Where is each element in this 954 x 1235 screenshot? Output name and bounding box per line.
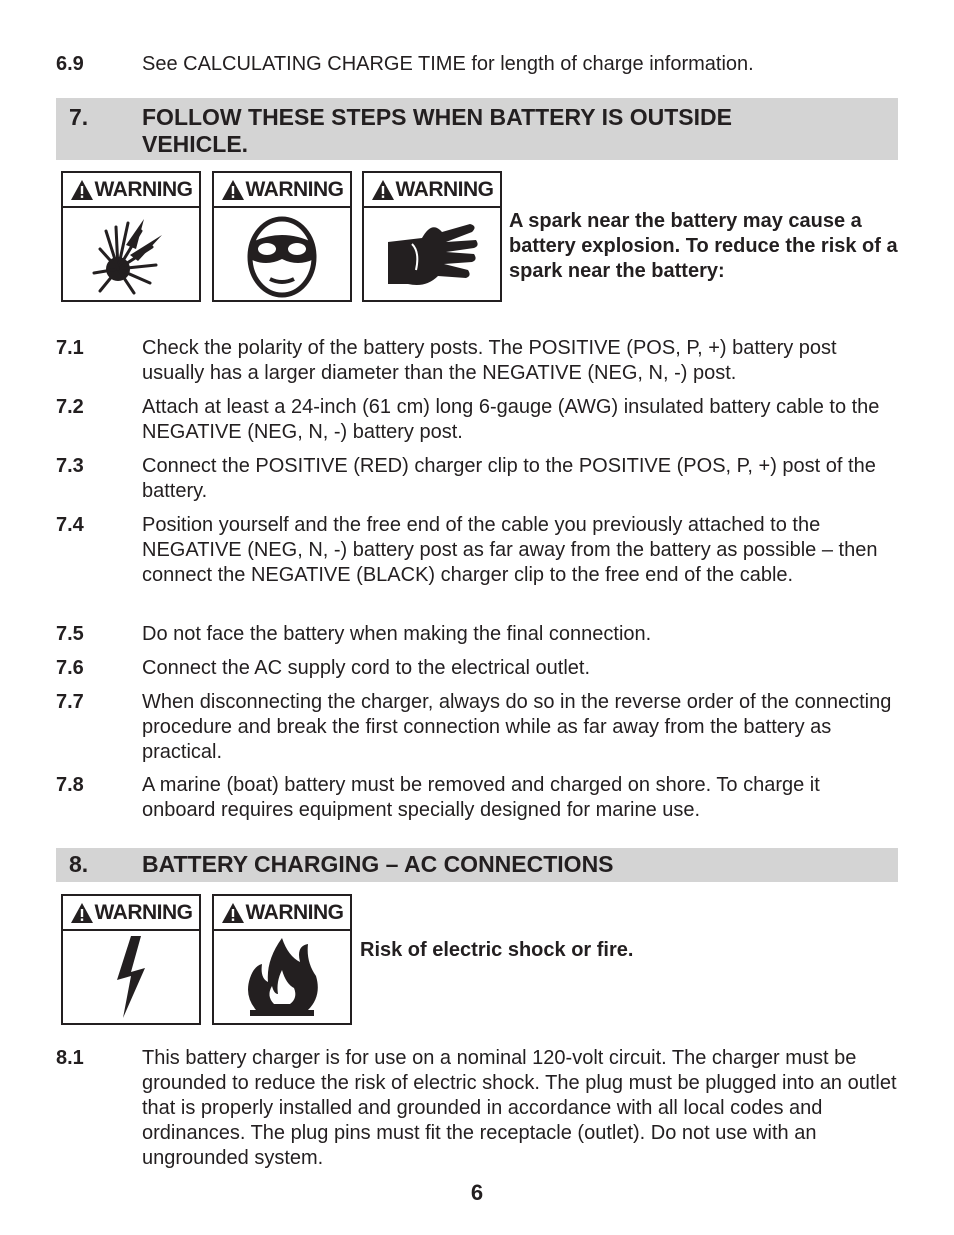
warning-header	[63, 173, 199, 208]
step-7-3	[56, 454, 896, 504]
warning-box-glove	[362, 171, 502, 302]
explosion-icon	[86, 209, 176, 299]
step-text: Connect the POSITIVE (RED) charger clip to the POSITIVE (POS, P, +) post of the battery.	[142, 455, 876, 502]
step-number: 8.1	[56, 1047, 84, 1069]
step-7-2	[56, 395, 896, 445]
section-number: 8.	[69, 851, 89, 877]
step-number: 7.5	[56, 623, 84, 645]
step-text: Position yourself and the free end of the cable you previously attached to the NEGATIVE (NEG, N, -) battery post as far away from the battery as possible – then connect the NEGATIVE (BLACK) charger clip to the free end of the cable.	[142, 514, 878, 586]
step-7-6	[56, 656, 896, 681]
section-7-header	[56, 98, 898, 160]
step-number: 7.1	[56, 337, 84, 359]
warning-text: Risk of electric shock or fire.	[360, 939, 634, 961]
step-7-1	[56, 336, 896, 386]
step-7-8	[56, 773, 896, 823]
glove-icon	[382, 214, 482, 294]
warning-triangle-icon	[221, 179, 245, 201]
warning-label: WARNING	[94, 900, 193, 924]
warning-box-shock	[61, 894, 201, 1025]
step-text: When disconnecting the charger, always do so in the reverse order of the connecting procedure and break the first connection while as far away from the battery as practical.	[142, 691, 892, 763]
section-title: FOLLOW THESE STEPS WHEN BATTERY IS OUTSIDE VEHICLE.	[142, 104, 732, 157]
warning-header	[364, 173, 500, 208]
warning-triangle-icon	[70, 179, 94, 201]
step-number: 7.2	[56, 396, 84, 418]
step-number: 7.8	[56, 774, 84, 796]
step-7-5	[56, 622, 896, 647]
step-number: 7.7	[56, 691, 84, 713]
warning-label: WARNING	[395, 177, 494, 201]
step-7-7	[56, 690, 896, 765]
warning-header	[214, 896, 350, 931]
warning-triangle-icon	[70, 902, 94, 924]
section-number: 7.	[69, 104, 89, 130]
step-number: 7.6	[56, 657, 84, 679]
step-text: See CALCULATING CHARGE TIME for length of charge information.	[142, 53, 754, 75]
warning-triangle-icon	[221, 902, 245, 924]
step-text: Attach at least a 24-inch (61 cm) long 6-gauge (AWG) insulated battery cable to the NEGATIVE (NEG, N, -) battery post.	[142, 396, 880, 443]
warning-text: A spark near the battery may cause a battery explosion. To reduce the risk of a spark near the battery:	[509, 210, 898, 282]
step-number: 7.3	[56, 455, 84, 477]
step-text: This battery charger is for use on a nominal 120-volt circuit. The charger must be grounded to reduce the risk of electric shock. The plug must be plugged into an outlet that is properly installed and grounded in accordance with all local codes and ordinances. The plug pins must fit the receptacle (outlet). Do not use with an ungrounded system.	[142, 1047, 897, 1169]
warning-triangle-icon	[371, 179, 395, 201]
warning-label: WARNING	[245, 177, 344, 201]
step-8-1	[56, 1046, 901, 1171]
step-number: 6.9	[56, 53, 84, 75]
warning-label: WARNING	[94, 177, 193, 201]
page-number: 6	[470, 1180, 484, 1205]
warning-label: WARNING	[245, 900, 344, 924]
step-text: A marine (boat) battery must be removed and charged on shore. To charge it onboard requires equipment specially designed for marine use.	[142, 774, 820, 821]
step-text: Do not face the battery when making the final connection.	[142, 623, 652, 645]
warning-box-explosion	[61, 171, 201, 302]
step-6-9	[56, 52, 896, 77]
electric-shock-icon	[101, 932, 161, 1022]
fire-icon	[242, 934, 322, 1020]
step-7-4	[56, 513, 896, 588]
safety-goggles-icon	[242, 209, 322, 299]
step-text: Connect the AC supply cord to the electrical outlet.	[142, 657, 591, 679]
warning-header	[214, 173, 350, 208]
section-8-header	[56, 848, 898, 882]
warning-box-goggles	[212, 171, 352, 302]
warning-header	[63, 896, 199, 931]
warning-box-fire	[212, 894, 352, 1025]
step-text: Check the polarity of the battery posts. The POSITIVE (POS, P, +) battery post usually has a larger diameter than the NEGATIVE (NEG, N, -) post.	[142, 337, 837, 384]
step-number: 7.4	[56, 514, 84, 536]
section-title: BATTERY CHARGING – AC CONNECTIONS	[142, 851, 614, 877]
